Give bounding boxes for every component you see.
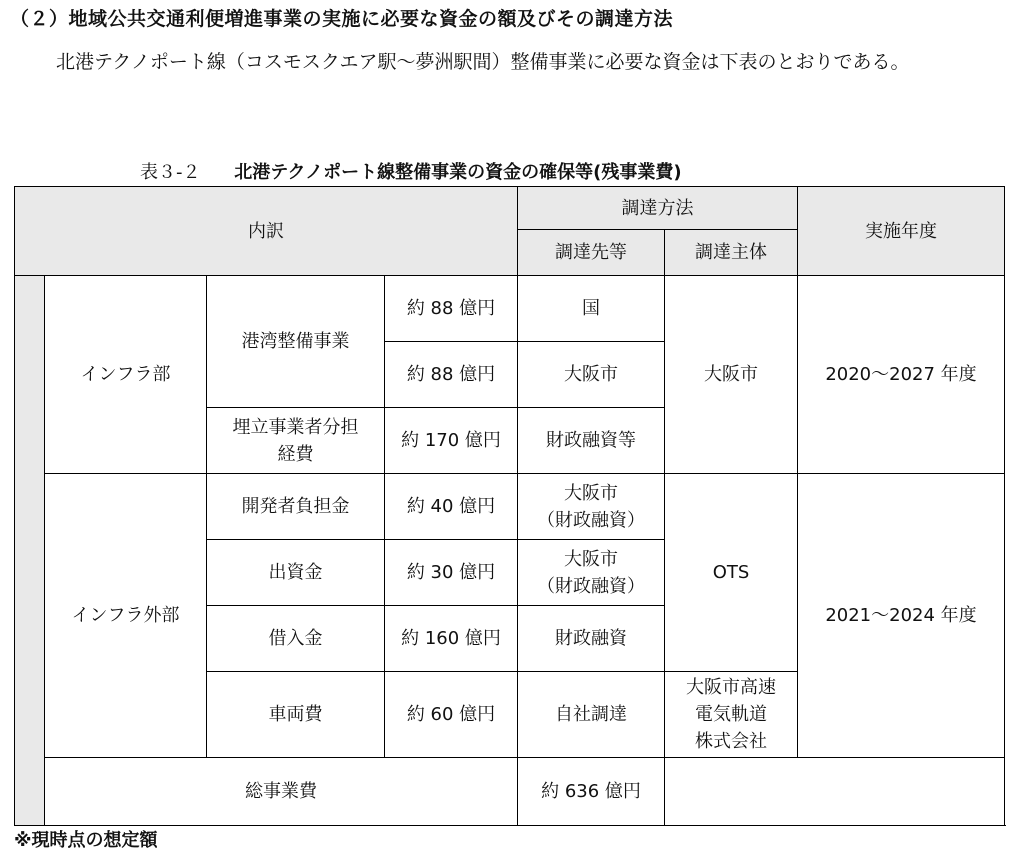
infra-period: 2020～2027 年度: [798, 276, 1005, 474]
total-empty-cell: [665, 758, 1005, 826]
port-amount-1: 約 88 億円: [385, 276, 518, 342]
landfill-source: 財政融資等: [518, 408, 665, 474]
vehicle-amount: 約 60 億円: [385, 672, 518, 758]
vehicle-entity-line-1: 大阪市高速: [686, 677, 776, 698]
investment-source-line-2: （財政融資）: [537, 575, 645, 597]
header-row-1: [15, 187, 1005, 230]
total-row: [15, 758, 1005, 826]
table-row: [15, 474, 1005, 540]
investment-source-line-1: 大阪市: [564, 548, 618, 570]
infra-label: インフラ部: [45, 276, 207, 474]
landfill-label-line-2: 経費: [277, 443, 314, 465]
port-source-1: 国: [518, 276, 665, 342]
header-breakdown: 内訳: [15, 187, 518, 276]
loan-source: 財政融資: [518, 606, 665, 672]
developer-source-line-2: （財政融資）: [537, 509, 645, 531]
table-row: [15, 276, 1005, 342]
vehicle-source: 自社調達: [518, 672, 665, 758]
header-period: 実施年度: [798, 187, 1005, 276]
landfill-label: [207, 408, 385, 474]
indent-strip: [15, 276, 45, 826]
footnote: ※現時点の想定額: [14, 830, 158, 851]
landfill-amount: 約 170 億円: [385, 408, 518, 474]
investment-amount: 約 30 億円: [385, 540, 518, 606]
developer-amount: 約 40 億円: [385, 474, 518, 540]
investment-source: [518, 540, 665, 606]
external-entity: OTS: [665, 474, 798, 672]
developer-source: [518, 474, 665, 540]
total-label: 総事業費: [45, 758, 518, 826]
total-amount: 約 636 億円: [518, 758, 665, 826]
vehicle-entity: [665, 672, 798, 758]
developer-source-line-1: 大阪市: [564, 482, 618, 504]
port-amount-2: 約 88 億円: [385, 342, 518, 408]
external-label: インフラ外部: [45, 474, 207, 758]
section-paragraph: 北港テクノポート線（コスモスクエア駅～夢洲駅間）整備事業に必要な資金は下表のとおりである。: [56, 51, 910, 73]
infra-entity: 大阪市: [665, 276, 798, 474]
funding-table: [14, 186, 1005, 826]
header-entity: 調達主体: [665, 230, 798, 276]
vehicle-label: 車両費: [207, 672, 385, 758]
investment-label: 出資金: [207, 540, 385, 606]
developer-label: 開発者負担金: [207, 474, 385, 540]
vehicle-entity-line-2: 電気軌道: [695, 704, 767, 725]
external-period: 2021～2024 年度: [798, 474, 1005, 758]
table-caption-number: 表３-２: [140, 162, 201, 183]
vehicle-entity-line-3: 株式会社: [695, 731, 767, 752]
port-label: 港湾整備事業: [207, 276, 385, 408]
landfill-label-line-1: 埋立事業者分担: [232, 416, 359, 438]
section-heading: （２）地域公共交通利便増進事業の実施に必要な資金の額及びその調達方法: [10, 8, 674, 30]
table-caption-title: 北港テクノポート線整備事業の資金の確保等(残事業費): [234, 162, 682, 183]
table-caption: [140, 158, 682, 184]
loan-label: 借入金: [207, 606, 385, 672]
header-source: 調達先等: [518, 230, 665, 276]
port-source-2: 大阪市: [518, 342, 665, 408]
loan-amount: 約 160 億円: [385, 606, 518, 672]
header-funding-method: 調達方法: [518, 187, 798, 230]
